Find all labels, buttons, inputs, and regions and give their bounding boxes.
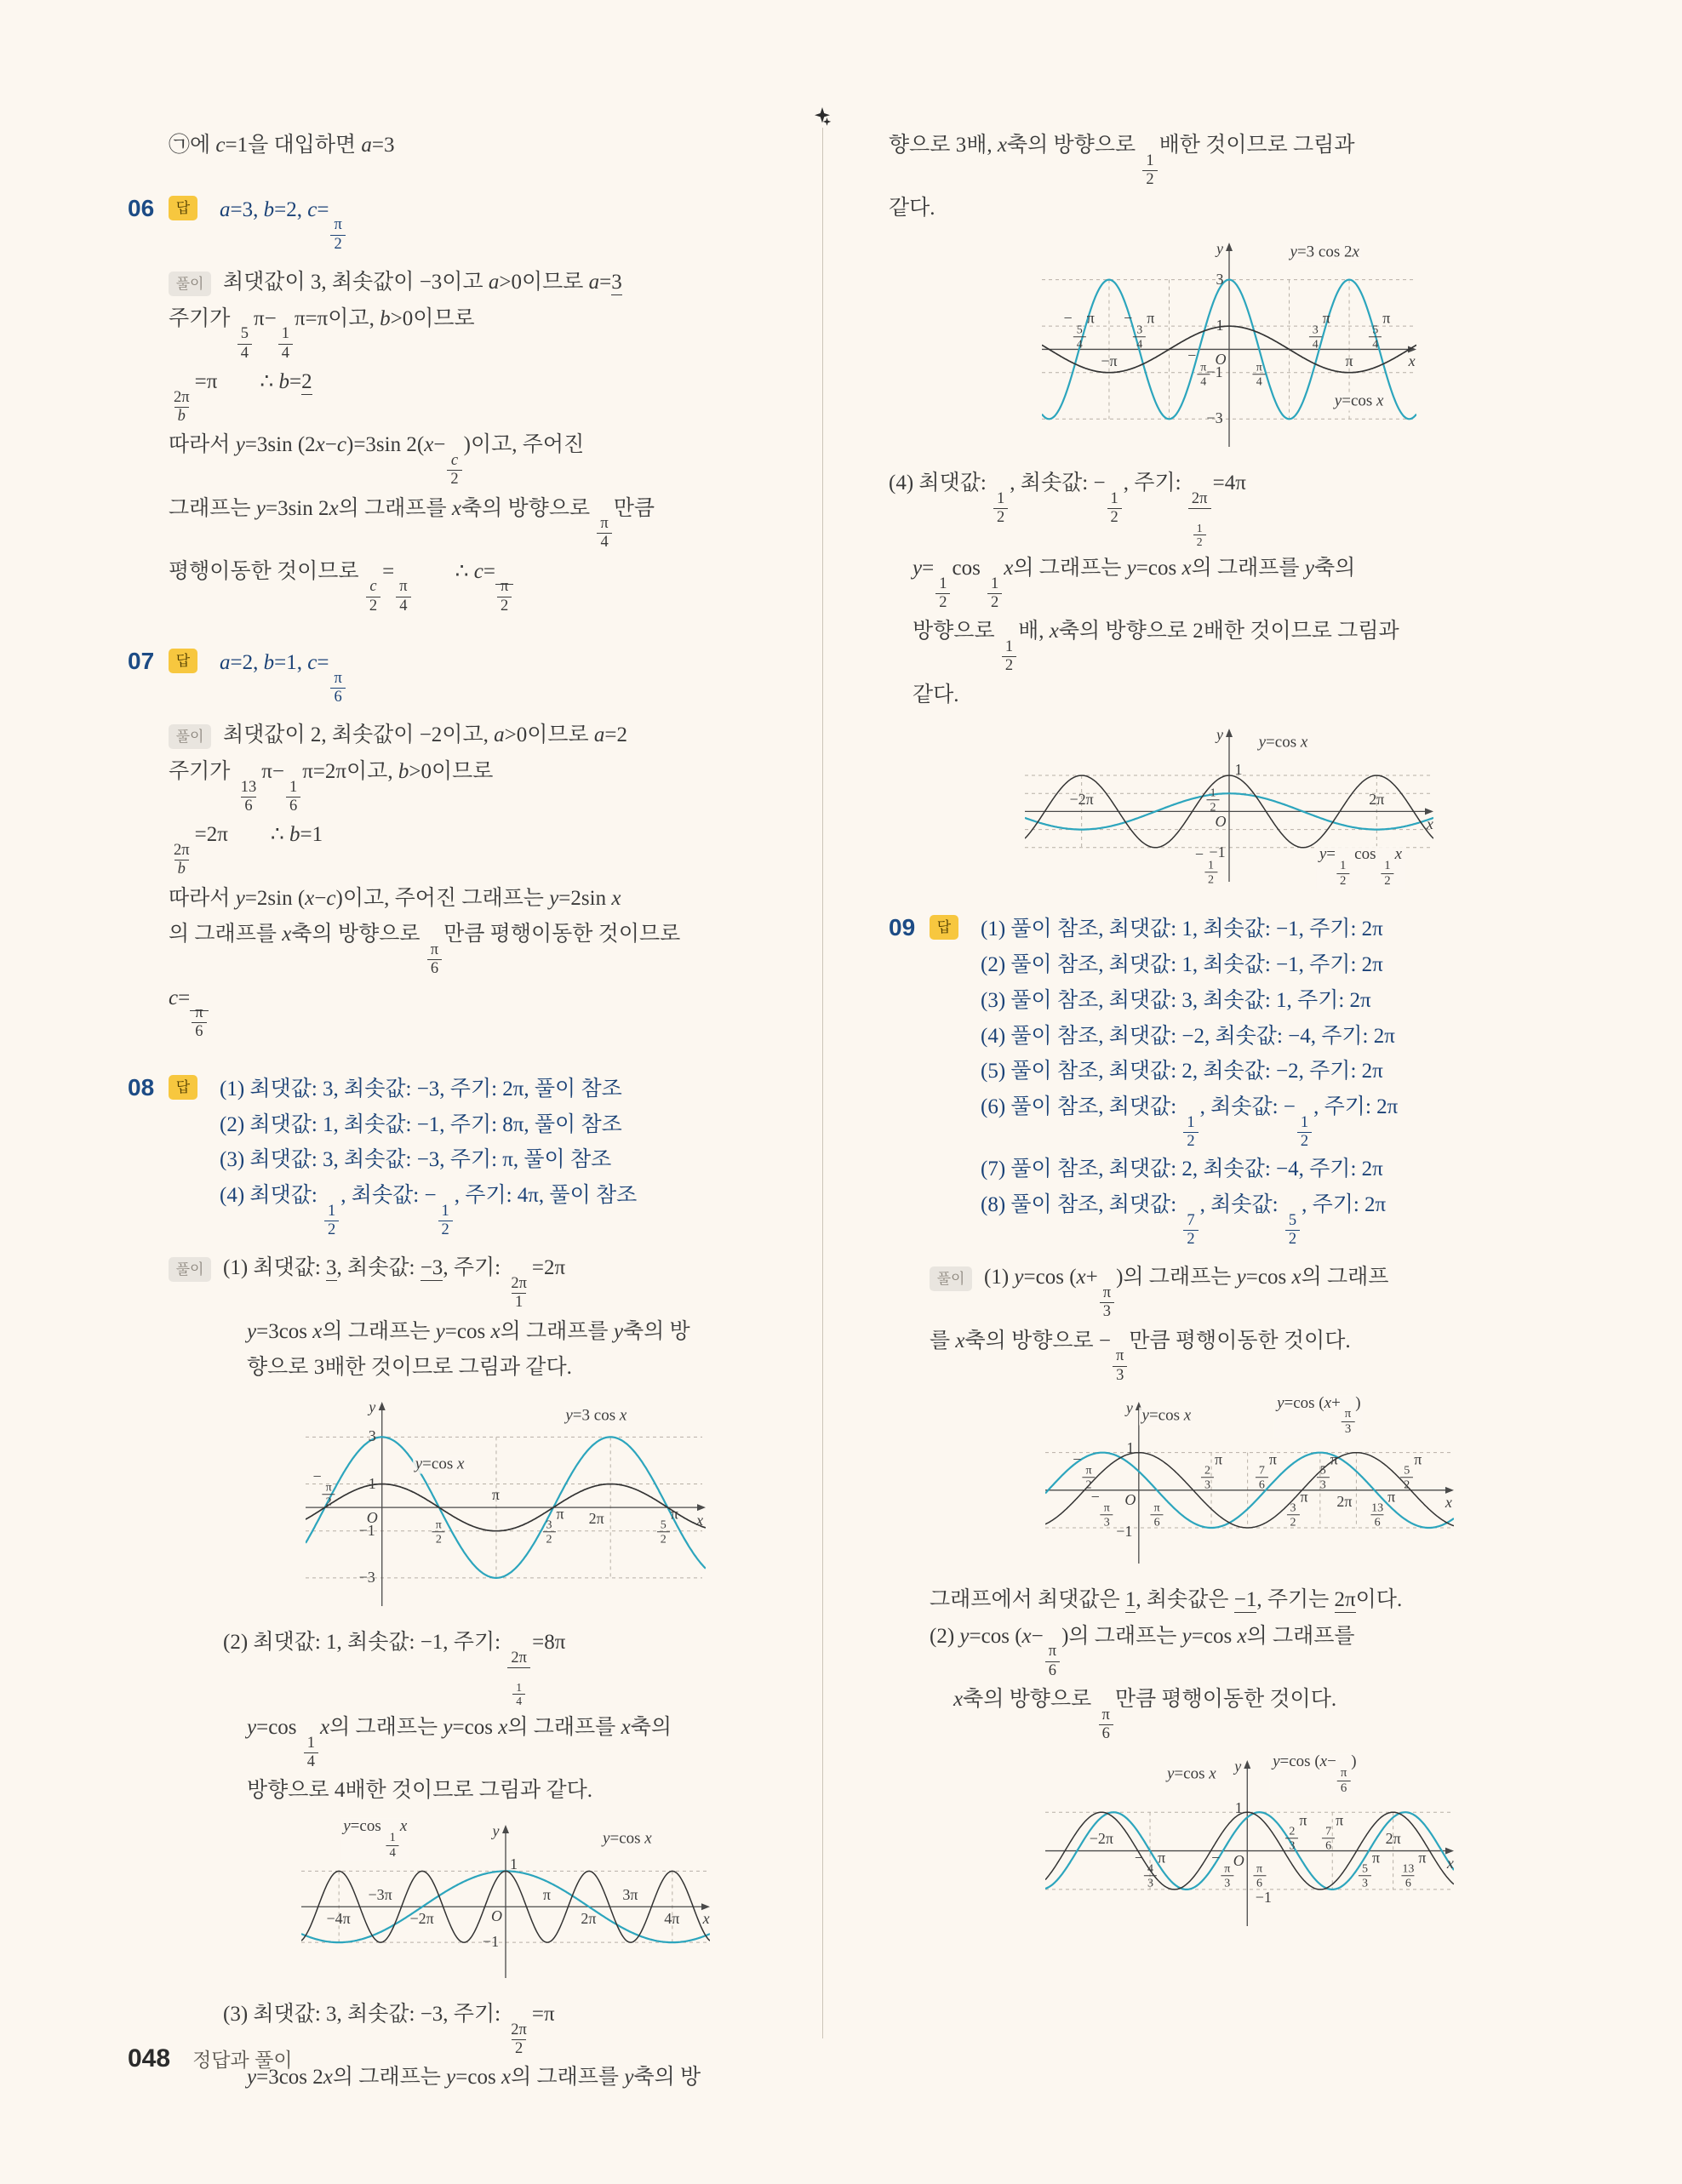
axis-label: x — [1408, 352, 1416, 370]
axis-label: −1 — [482, 1933, 500, 1951]
text-line: (4) 최댓값: $\frac{1}{2}$ , 최솟값: − $\frac{1}{2}$ , 주기: $\frac{2\pi}{\frac{1}{2}}$ =4π — [889, 472, 1246, 549]
axis-label: $\frac{3}{2}$ π — [542, 1506, 564, 1547]
answer-badge: 답 — [930, 915, 958, 940]
text-line: 같다. — [889, 197, 935, 220]
axis-label: − $\frac{\pi}{2}$ — [1073, 1451, 1096, 1492]
axis-label: − $\frac{\pi}{4}$ — [1187, 348, 1210, 389]
solution-first-line — [169, 719, 787, 752]
text-line: x축의 방향으로 $\frac{\pi}{6}$ 만큼 평행이동한 것이다. — [953, 1687, 1337, 1742]
graph-09-1 — [1045, 1393, 1454, 1564]
axis-label: O — [491, 1907, 502, 1925]
axis-label: y — [1125, 1398, 1133, 1416]
text-line: (2) 풀이 참조, 최댓값: 1, 최솟값: −1, 주기: 2π — [981, 953, 1383, 977]
curve-label: y=cos $\frac{1}{4}$ x — [340, 1818, 409, 1861]
axis-label: $\frac{5}{3}$ π — [1358, 1850, 1380, 1890]
graph-08-4 — [1025, 726, 1433, 889]
problem-number: 07 — [128, 648, 155, 674]
axis-label: 1 — [1234, 1799, 1243, 1817]
axis-label: − $\frac{1}{2}$ — [1195, 846, 1218, 887]
axis-label: $\frac{13}{6}$ π — [1371, 1487, 1396, 1529]
axis-label: y — [369, 1398, 376, 1415]
axis-label: $\frac{13}{6}$ π — [1402, 1848, 1427, 1890]
answer-text — [220, 192, 787, 256]
solution-text: 최댓값이 3, 최솟값이 −3이고 a>0이므로 a=3 — [223, 271, 622, 294]
axis-label: − $\frac{\pi}{3}$ — [1091, 1489, 1114, 1529]
solution-first-line — [930, 1261, 1570, 1321]
text-line: a=3, b=2, c= $\frac{\pi}{2}$ — [220, 194, 787, 254]
solution-text: (1) y=cos (x+ $\frac{\pi}{3}$ )의 그래프는 y=cos x의 그래프 — [984, 1266, 1389, 1321]
axis-label: 1 — [1216, 317, 1224, 334]
curve-label: y=cos x — [600, 1830, 655, 1848]
answer-text — [220, 1071, 787, 1243]
solution-text: 최댓값이 2, 최솟값이 −2이고, a>0이므로 a=2 — [223, 723, 628, 747]
divider-ornament-icon — [813, 107, 832, 133]
problem-number: 06 — [128, 194, 155, 221]
solution-badge: 풀이 — [169, 1257, 211, 1282]
graph-08-1 — [306, 1398, 706, 1606]
page-footer — [128, 2044, 293, 2073]
axis-label: 3π — [622, 1886, 638, 1904]
curve-label: y=cos x — [413, 1456, 467, 1474]
problem-06-solution — [169, 266, 787, 615]
axis-label: x — [1426, 815, 1433, 832]
curve-label: y=cos x — [1164, 1766, 1219, 1784]
text-line: (2) 최댓값: 1, 최솟값: −1, 주기: 8π, 풀이 참조 — [220, 1112, 622, 1136]
text-line: y=3cos 2x의 그래프는 y=cos x의 그래프를 y축의 방 — [247, 2066, 701, 2090]
axis-label: 2π — [1336, 1492, 1353, 1510]
text-line: (4) 풀이 참조, 최댓값: −2, 최솟값: −4, 주기: 2π — [981, 1024, 1395, 1048]
axis-label: $\frac{\pi}{4}$ — [1252, 348, 1267, 389]
axis-label: − $\frac{5}{4}$ π — [1063, 309, 1095, 352]
text-line: c= $\frac{\pi}{6}$ — [169, 982, 787, 1042]
text-line: 그래프는 y=3sin 2x의 그래프를 x축의 방향으로 $\frac{\pi}{4}$ 만큼 — [169, 496, 655, 552]
curve-label: y=cos x — [1140, 1407, 1194, 1425]
problem-07-solution — [169, 719, 787, 1042]
solution-badge: 풀이 — [169, 272, 211, 296]
solution-lines — [169, 303, 787, 615]
axis-label: −3π — [368, 1886, 392, 1904]
axis-label: − $\frac{4}{3}$ π — [1134, 1848, 1166, 1890]
problem-08-solution — [169, 1252, 787, 2095]
axis-label: −1 — [1206, 363, 1223, 380]
footer-label: 정답과 풀이 — [192, 2049, 293, 2071]
text-line: (1) 풀이 참조, 최댓값: 1, 최솟값: −1, 주기: 2π — [981, 918, 1383, 941]
axis-label: −3 — [358, 1568, 375, 1586]
answer-badge: 답 — [169, 1075, 197, 1100]
text-line: 향으로 3배한 것이므로 그림과 같다. — [247, 1356, 572, 1380]
axis-label: y — [492, 1822, 500, 1840]
text-line: 따라서 y=3sin (2x−c)=3sin 2(x− $\frac{c}{2}$ )이고, 주어진 — [169, 433, 585, 489]
answer-badge: 답 — [169, 196, 197, 220]
text-line: 같다. — [913, 683, 959, 706]
text-line: (6) 풀이 참조, 최댓값: $\frac{1}{2}$ , 최솟값: − $\frac{1}{2}$ , 주기: 2π — [981, 1095, 1399, 1151]
axis-label: O — [1215, 812, 1227, 830]
axis-label: −2π — [409, 1910, 434, 1928]
axis-label: 3 — [1216, 270, 1224, 288]
axis-label: $\frac{1}{2}$ — [1205, 774, 1220, 815]
axis-label: 1 — [1234, 761, 1243, 779]
axis-label: $\frac{\pi}{6}$ — [1252, 1850, 1267, 1890]
page-number: 048 — [128, 2044, 171, 2073]
axis-label: $\frac{7}{6}$ π — [1321, 1812, 1343, 1853]
text-line: 향으로 3배, x축의 방향으로 $\frac{1}{2}$ 배한 것이므로 그림과 — [889, 134, 1355, 188]
axis-label: O — [1215, 351, 1227, 369]
problem-07 — [128, 644, 787, 1042]
axis-label: 4π — [664, 1910, 680, 1928]
axis-label: −1 — [1116, 1522, 1133, 1540]
solution-lines — [169, 756, 787, 1042]
problem-number: 08 — [128, 1073, 155, 1101]
text-line: 따라서 y=2sin (x−c)이고, 주어진 그래프는 y=2sin x — [169, 886, 621, 910]
axis-label: x — [1445, 1493, 1452, 1511]
axis-label: y — [1216, 240, 1223, 258]
solution-lines — [223, 1998, 787, 2095]
axis-label: y — [1234, 1758, 1242, 1775]
axis-label: x — [696, 1512, 704, 1529]
problem-07-header — [128, 644, 787, 709]
text-line: y=3cos x의 그래프는 y=cos x의 그래프를 y축의 방 — [247, 1319, 690, 1343]
axis-label: $\frac{5}{2}$ π — [1399, 1451, 1422, 1492]
axis-label: $\frac{\pi}{2}$ — [432, 1506, 446, 1547]
axis-label: O — [1233, 1851, 1244, 1869]
intro-line: ㉠에 c=1을 대입하면 a=3 — [169, 134, 395, 157]
axis-label: π — [491, 1486, 500, 1504]
text-line: (7) 풀이 참조, 최댓값: 2, 최솟값: −4, 주기: 2π — [981, 1158, 1383, 1181]
text-line: (5) 풀이 참조, 최댓값: 2, 최솟값: −2, 주기: 2π — [981, 1060, 1383, 1083]
solution-badge: 풀이 — [930, 1266, 972, 1291]
text-line: $\frac{2\pi}{b}$ =2π ∴ b=1 — [174, 823, 323, 878]
text-line: y= $\frac{1}{2}$ cos $\frac{1}{2}$ x의 그래프는 y=cos x의 그래프를 y축의 — [913, 557, 1356, 612]
axis-label: 1 — [368, 1474, 376, 1492]
text-line: 주기가 $\frac{13}{6}$ π− $\frac{1}{6}$ π=2π이고, b>0이므로 — [169, 760, 494, 815]
curve-label: y=3 cos 2x — [1288, 244, 1362, 262]
problem-06-header — [128, 192, 787, 256]
curve-label: y=3 cos x — [563, 1407, 629, 1425]
problem-09-header — [889, 911, 1570, 1251]
text-line: (1) 최댓값: 3, 최솟값: −3, 주기: 2π, 풀이 참조 — [220, 1077, 622, 1101]
axis-label: 1 — [1126, 1439, 1135, 1457]
problem-08-continued — [889, 129, 1570, 226]
axis-label: −1 — [358, 1521, 375, 1539]
problem-06 — [128, 192, 787, 615]
text-line: (8) 풀이 참조, 최댓값: $\frac{7}{2}$ , 최솟값: $\frac{5}{2}$ , 주기: 2π — [981, 1193, 1387, 1249]
text-line: (3) 최댓값: 3, 최솟값: −3, 주기: π, 풀이 참조 — [220, 1148, 612, 1172]
answer-text — [981, 911, 1570, 1251]
solution-lines — [930, 1325, 1570, 1385]
axis-label: $\frac{7}{6}$ π — [1255, 1451, 1277, 1492]
text-line: 방향으로 $\frac{1}{2}$ 배, x축의 방향으로 2배한 것이므로 그림과 — [913, 620, 1399, 675]
text-line: 평행이동한 것이므로 $\frac{c}{2}$ = $\frac{\pi}{4}$ ∴ c= $\frac{\pi}{2}$ — [169, 556, 787, 615]
graph-canvas — [1045, 1398, 1454, 1564]
text-line: a=2, b=1, c= $\frac{\pi}{6}$ — [220, 647, 787, 706]
text-line: 의 그래프를 x축의 방향으로 $\frac{\pi}{6}$ 만큼 평행이동한 것이므로 — [169, 923, 681, 978]
axis-label: − $\frac{3}{4}$ π — [1124, 309, 1155, 352]
text-line: (2) 최댓값: 1, 최솟값: −1, 주기: $\frac{2\pi}{\frac{1}{4}}$ =8π — [223, 1631, 566, 1708]
axis-label: −2π — [1069, 790, 1094, 808]
axis-label: −2π — [1089, 1829, 1114, 1847]
axis-label: −π — [1101, 352, 1118, 370]
axis-label: y — [1216, 726, 1223, 744]
graph-08-3 — [1042, 240, 1416, 447]
axis-label: $\frac{5}{3}$ π — [1316, 1451, 1338, 1492]
solution-lines — [223, 1316, 787, 1386]
axis-label: −1 — [1255, 1889, 1272, 1907]
graph-canvas — [1042, 240, 1416, 447]
text-line: $\frac{2\pi}{b}$ =π ∴ b=2 — [174, 370, 312, 425]
problem-08-header — [128, 1071, 787, 1243]
curve-label: y=cos (x− $\frac{\pi}{6}$ ) — [1270, 1753, 1359, 1796]
column-divider — [822, 128, 823, 2038]
axis-label: $\frac{2}{3}$ π — [1284, 1812, 1307, 1853]
solution-lines — [930, 1584, 1570, 1743]
text-line: (4) 최댓값: $\frac{1}{2}$ , 최솟값: − $\frac{1}{2}$ , 주기: 4π, 풀이 참조 — [220, 1184, 638, 1238]
axis-label: 1 — [510, 1855, 518, 1873]
axis-label: 2π — [588, 1510, 604, 1528]
text-line: (3) 풀이 참조, 최댓값: 3, 최솟값: 1, 주기: 2π — [981, 988, 1371, 1012]
axis-label: $\frac{2}{3}$ π — [1200, 1451, 1222, 1492]
text-line: 를 x축의 방향으로 − $\frac{\pi}{3}$ 만큼 평행이동한 것이다. — [930, 1329, 1351, 1384]
solution-first-line — [169, 1252, 787, 1312]
curve-label: y=cos x — [1256, 735, 1311, 752]
solution-first-line — [169, 266, 787, 300]
curve-label: y=cos (x+ $\frac{\pi}{3}$ ) — [1274, 1395, 1364, 1438]
axis-label: 2π — [581, 1910, 597, 1928]
axis-label: $\frac{5}{2}$ π — [656, 1506, 678, 1547]
axis-label: −4π — [326, 1910, 351, 1928]
problem-09-solution — [930, 1261, 1570, 1926]
axis-label: 2π — [1385, 1829, 1401, 1847]
axis-label: $\frac{3}{4}$ π — [1308, 311, 1330, 352]
solution-lines — [223, 1627, 787, 1808]
answer-text — [220, 644, 787, 709]
axis-label: x — [1446, 1854, 1454, 1872]
axis-label: 3 — [368, 1427, 376, 1445]
column-right — [889, 126, 1570, 1947]
text-line: (3) 최댓값: 3, 최솟값: −3, 주기: $\frac{2\pi}{2}$ =π — [223, 2003, 555, 2058]
text-line: 주기가 $\frac{5}{4}$ π− $\frac{1}{4}$ π=π이고, b>0이므로 — [169, 306, 475, 362]
graph-09-2 — [1045, 1752, 1454, 1926]
answer-badge: 답 — [169, 649, 197, 673]
axis-label: −3 — [1206, 409, 1223, 427]
axis-label: x — [702, 1910, 710, 1928]
axis-label: O — [1124, 1490, 1136, 1508]
solution-text: (1) 최댓값: 3, 최솟값: −3, 주기: $\frac{2\pi}{1}$ =2π — [223, 1256, 566, 1312]
axis-label: π — [542, 1886, 551, 1904]
problem-08 — [128, 1071, 787, 2095]
axis-label: O — [366, 1509, 378, 1527]
axis-label: 2π — [1369, 790, 1385, 808]
axis-label: − $\frac{\pi}{3}$ — [1211, 1850, 1234, 1890]
text-line: 방향으로 4배한 것이므로 그림과 같다. — [247, 1779, 593, 1803]
graph-08-2 — [301, 1816, 710, 1978]
text-line: 그래프에서 최댓값은 1, 최솟값은 −1, 주기는 2π이다. — [930, 1587, 1403, 1611]
axis-label: π — [1345, 352, 1353, 370]
text-line: y=cos $\frac{1}{4}$ x의 그래프는 y=cos x의 그래프를 x축의 — [247, 1716, 672, 1771]
column-left — [128, 126, 787, 2098]
axis-label: $\frac{\pi}{6}$ — [1150, 1489, 1164, 1529]
problem-number: 09 — [889, 914, 916, 941]
axis-label: $\frac{5}{4}$ π — [1368, 311, 1390, 352]
axis-label: $\frac{3}{2}$ π — [1285, 1489, 1307, 1529]
axis-label: −1 — [1209, 843, 1226, 861]
problem-08-continued — [889, 467, 1570, 712]
text-line: (2) y=cos (x− $\frac{\pi}{6}$ )의 그래프는 y=cos x의 그래프를 — [930, 1624, 1355, 1679]
curve-label: y= $\frac{1}{2}$ cos $\frac{1}{2}$ x — [1317, 846, 1405, 889]
solution-badge: 풀이 — [169, 724, 211, 749]
curve-label: y=cos x — [1332, 392, 1387, 410]
axis-label: − $\frac{\pi}{2}$ — [312, 1468, 335, 1509]
problem-09 — [889, 911, 1570, 1926]
